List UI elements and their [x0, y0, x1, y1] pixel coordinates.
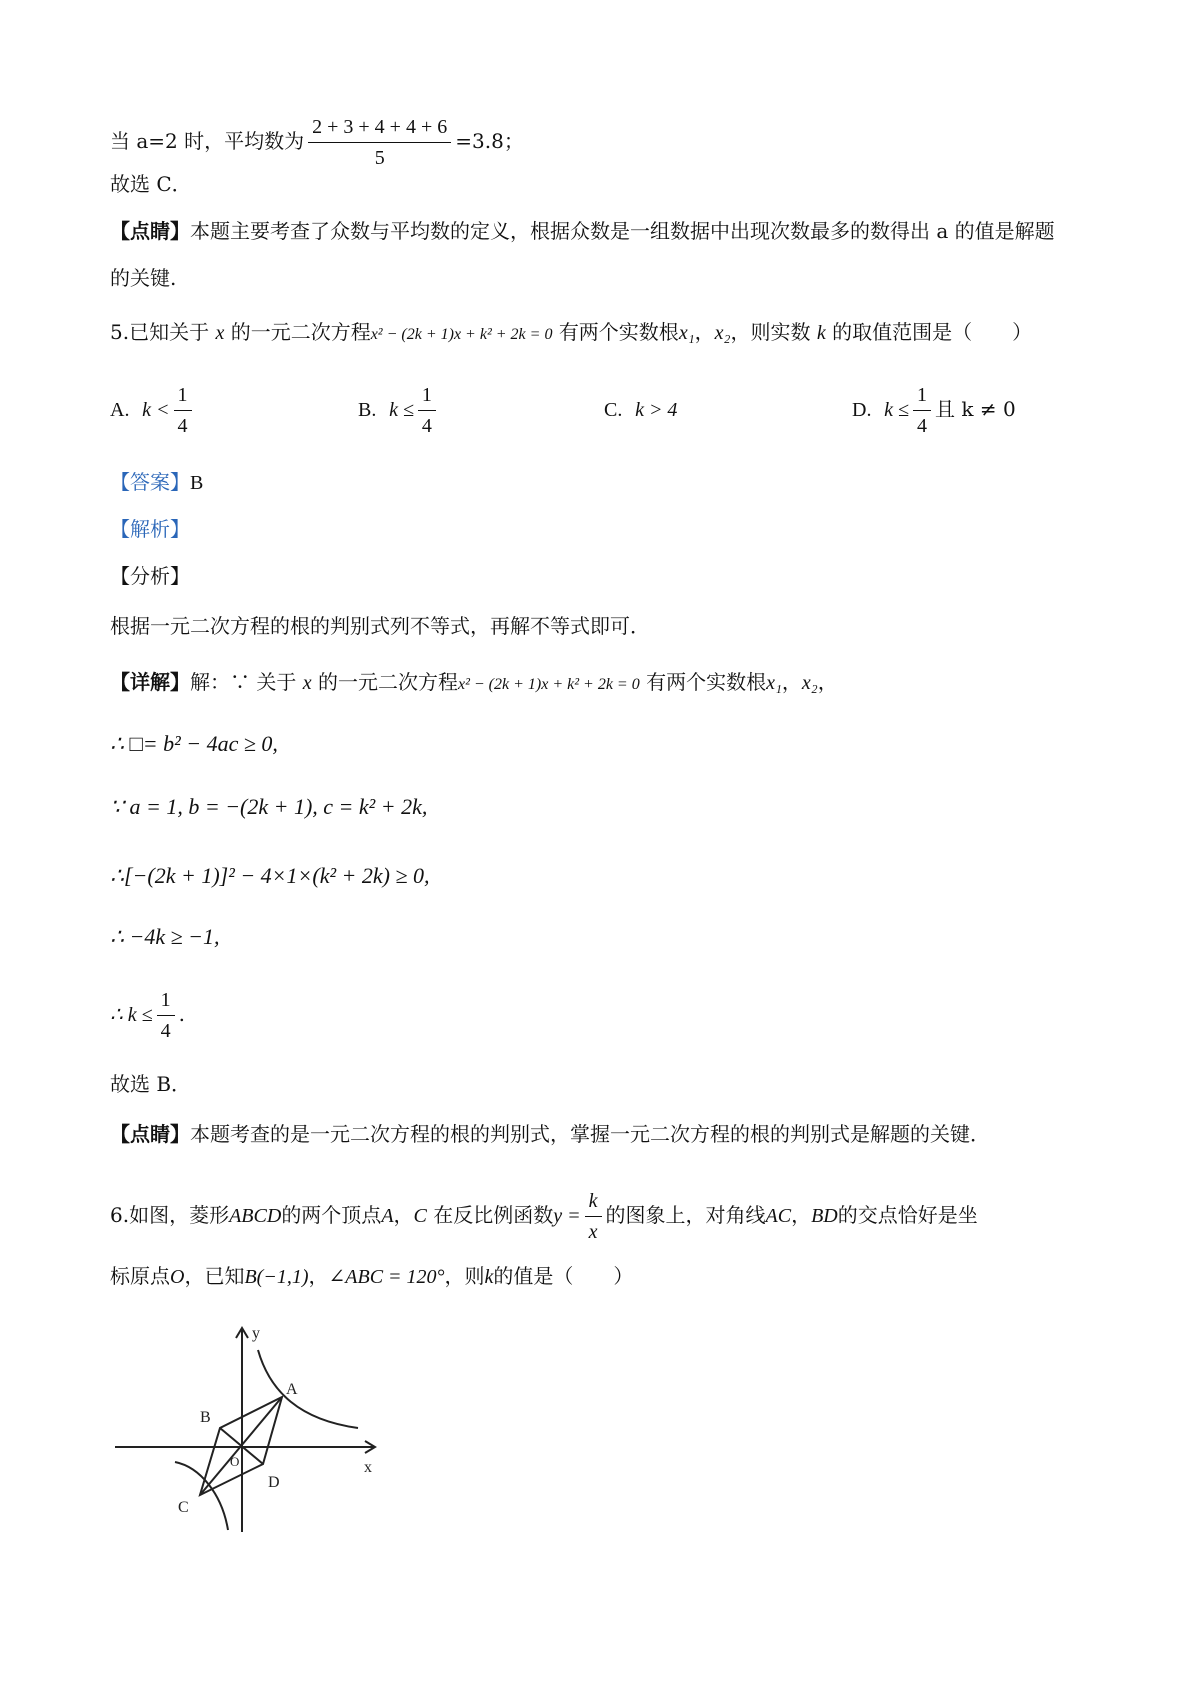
option-d-num: 1	[913, 380, 931, 411]
label-a: A	[286, 1381, 298, 1398]
question-6-line-2	[110, 1262, 633, 1291]
step-result-period: .	[178, 1002, 185, 1026]
q5-text-3: ，则实数	[730, 320, 811, 344]
label-o: O	[230, 1454, 240, 1469]
analysis-tag: 【解析】	[110, 517, 190, 541]
option-d	[852, 380, 1016, 441]
option-b	[358, 380, 440, 441]
option-c	[604, 397, 677, 422]
detail-equation: x² − (2k + 1)x + k² + 2k = 0	[457, 676, 640, 693]
step-substitution: ∴[−(2k + 1)]² − 4×1×(k² + 2k) ≥ 0,	[110, 863, 430, 888]
step-result-den: 4	[160, 1020, 171, 1042]
q6-fraction-den: x	[588, 1221, 598, 1243]
q6-line2-sep: ，	[308, 1264, 329, 1288]
q6-rhombus: ABCD	[229, 1205, 282, 1227]
q6-text-1: 的两个顶点	[281, 1203, 382, 1227]
mean-result: =3.8；	[455, 129, 524, 153]
label-y: y	[252, 1325, 260, 1342]
q6-vertex-a: A	[381, 1205, 394, 1227]
fenxi-text: 根据一元二次方程的根的判别式列不等式，再解不等式即可．	[110, 614, 650, 638]
q6-point-b: B(−1,1)	[244, 1266, 309, 1288]
q6-fraction-num: k	[585, 1186, 602, 1217]
mean-calculation-line	[110, 112, 524, 173]
detail-line	[110, 668, 838, 699]
q6-function-y: y =	[553, 1205, 581, 1227]
q6-function-fraction	[585, 1186, 602, 1247]
detail-text-2: 有两个实数根	[646, 670, 767, 694]
hyperbola-branch-upper	[258, 1350, 358, 1428]
detail-prefix: 解：∵ 关于	[190, 670, 297, 694]
option-d-condition: 且 k ≠ 0	[935, 397, 1016, 421]
q6-text-2: 在反比例函数	[433, 1203, 554, 1227]
q6-line2-text: ，已知	[184, 1264, 245, 1288]
option-a-num: 1	[174, 380, 192, 411]
option-d-label: D.	[852, 399, 872, 421]
q6-diagonal-bd: BD	[811, 1205, 838, 1227]
step-discriminant: ∴ □= b² − 4ac ≥ 0,	[110, 731, 278, 756]
option-a	[110, 380, 196, 441]
detail-root-x1: x₁	[766, 672, 782, 694]
q6-vertex-c: C	[413, 1205, 427, 1227]
label-d: D	[268, 1474, 280, 1491]
q5-suffix: 的取值范围是（ ）	[832, 320, 1033, 344]
detail-var-x: x	[302, 672, 312, 694]
comment2-line	[110, 1120, 990, 1148]
q5-root-x1: x₁	[678, 322, 695, 344]
mean-fraction-numerator: 2 + 3 + 4 + 4 + 6	[308, 112, 451, 143]
q6-suffix: 的交点恰好是坐	[837, 1203, 978, 1227]
option-a-den: 4	[177, 415, 188, 437]
question-5	[110, 318, 1032, 349]
comment-tag: 【点睛】	[110, 219, 190, 243]
detail-tag: 【详解】	[110, 670, 190, 694]
rhombus-hyperbola-figure	[110, 1322, 390, 1542]
q5-text-2: 有两个实数根	[558, 320, 679, 344]
answer-line	[110, 468, 203, 497]
q6-angle: ∠ABC = 120°	[328, 1266, 445, 1288]
option-b-fraction	[418, 380, 436, 441]
mean-prefix: 当 a=2 时，平均数为	[110, 129, 305, 153]
label-c: C	[178, 1499, 189, 1516]
option-c-expr: k > 4	[635, 399, 678, 421]
step-result-expr: ∴ k ≤	[110, 1004, 153, 1026]
mean-fraction-denominator: 5	[374, 147, 385, 169]
option-b-expr: k ≤	[389, 399, 414, 421]
answer-tag: 【答案】	[110, 470, 190, 494]
comment-line-2: 的关键.	[110, 266, 177, 290]
comment2-text: 本题考查的是一元二次方程的根的判别式，掌握一元二次方程的根的判别式是解题的关键．	[190, 1122, 990, 1146]
q6-diagonal-ac: AC	[765, 1205, 792, 1227]
label-b: B	[200, 1409, 211, 1426]
mean-fraction	[308, 112, 451, 173]
step-simplify: ∴ −4k ≥ −1,	[110, 924, 220, 949]
answer-value: B	[190, 472, 204, 494]
q6-var-k: k	[484, 1266, 494, 1288]
q5-text-1: 的一元二次方程	[230, 320, 371, 344]
q5-equation: x² − (2k + 1)x + k² + 2k = 0	[370, 326, 553, 343]
choose-b-line: 故选 B．	[110, 1072, 192, 1096]
detail-sep: ，	[781, 670, 802, 694]
detail-root-x2: x₂	[801, 672, 818, 694]
q6-sep-2: ，	[791, 1203, 812, 1227]
q6-line2-prefix: 标原点	[110, 1264, 170, 1288]
q6-line2-suffix: 的值是（ ）	[493, 1264, 634, 1288]
question-6-line-1	[110, 1186, 978, 1247]
detail-text-1: 的一元二次方程	[317, 670, 458, 694]
detail-suffix: ，	[817, 670, 838, 694]
option-a-label: A.	[110, 399, 130, 421]
q6-line2-text-2: ，则	[444, 1264, 485, 1288]
option-c-label: C.	[604, 399, 623, 421]
option-d-den: 4	[917, 415, 928, 437]
q5-prefix: 5.已知关于	[110, 320, 210, 344]
q6-sep-1: ，	[393, 1203, 414, 1227]
q6-prefix: 6.如图，菱形	[110, 1203, 230, 1227]
step-coefficients: ∵ a = 1, b = −(2k + 1), c = k² + 2k,	[110, 794, 428, 819]
q6-origin-o: O	[170, 1266, 185, 1288]
option-b-num: 1	[418, 380, 436, 411]
option-d-fraction	[913, 380, 931, 441]
label-x: x	[364, 1459, 372, 1476]
comment-text: 本题主要考查了众数与平均数的定义，根据众数是一组数据中出现次数最多的数得出 a 的值是解题	[190, 219, 1055, 243]
option-a-fraction	[174, 380, 192, 441]
q5-var-k: k	[816, 322, 826, 344]
fenxi-tag: 【分析】	[110, 564, 190, 588]
comment2-tag: 【点睛】	[110, 1122, 190, 1146]
q5-root-x2: x₂	[714, 322, 731, 344]
comment-line-1	[110, 217, 1055, 245]
option-b-label: B.	[358, 399, 377, 421]
step-result-fraction	[157, 985, 175, 1046]
option-d-expr: k ≤	[884, 399, 910, 421]
step-result-num: 1	[157, 985, 175, 1016]
q5-var-x: x	[215, 322, 225, 344]
q5-sep: ，	[694, 320, 715, 344]
option-a-expr: k <	[142, 399, 170, 421]
option-b-den: 4	[421, 415, 432, 437]
q6-text-3: 的图象上，对角线	[605, 1203, 766, 1227]
step-result	[110, 985, 185, 1046]
choose-c-line: 故选 C．	[110, 172, 192, 196]
